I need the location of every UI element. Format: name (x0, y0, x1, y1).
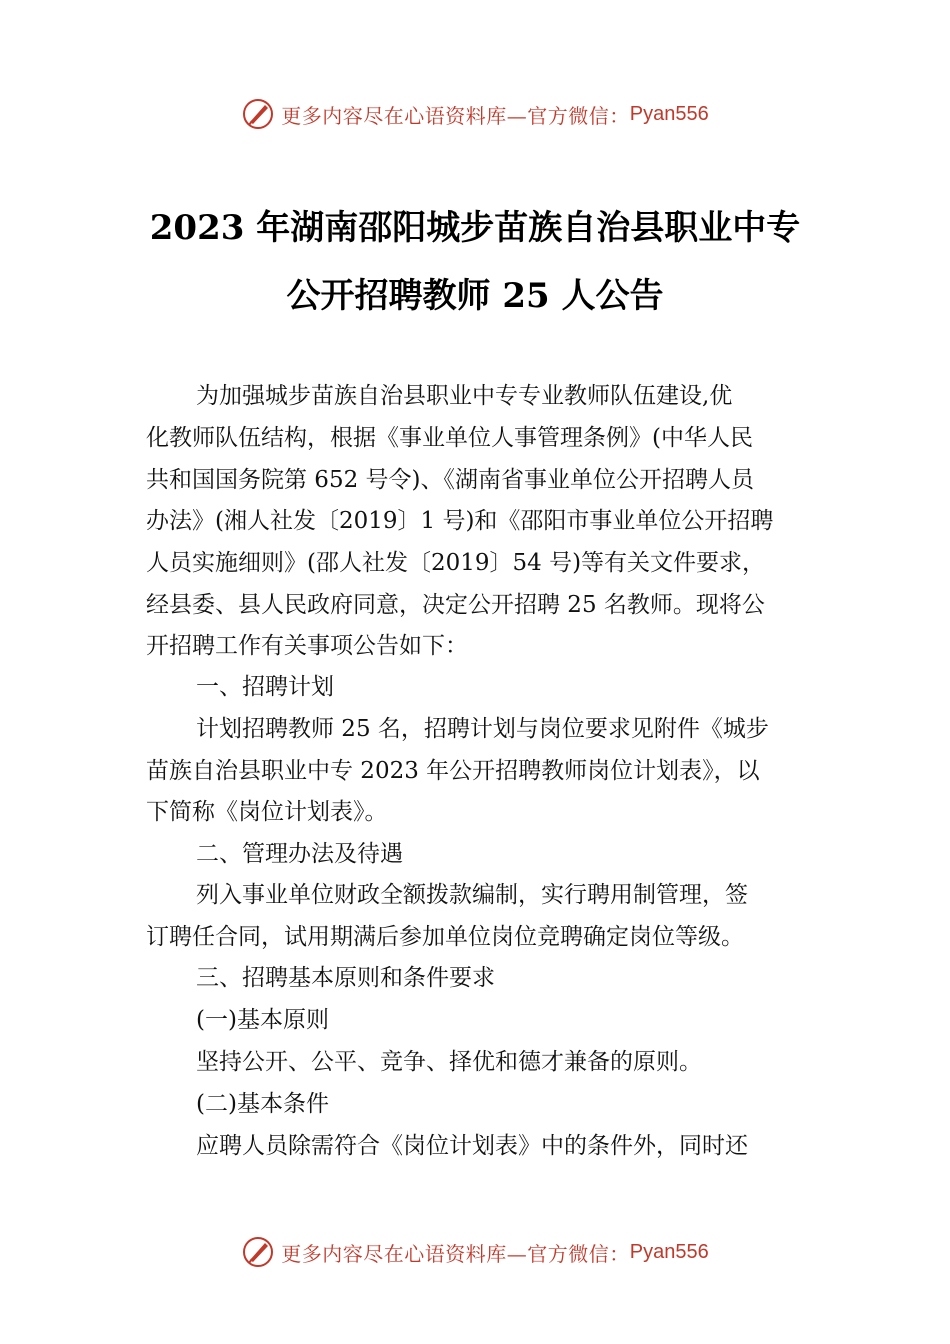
quill-pen-logo-icon (241, 97, 275, 131)
body-line: 坚持公开、公平、竞争、择优和德才兼备的原则。 (196, 1049, 702, 1075)
body-line: 共和国国务院第 652 号令)、《湖南省事业单位公开招聘人员 (146, 467, 754, 493)
watermark-wechat-id: Pyan556 (629, 102, 709, 125)
body-line: 计划招聘教师 25 名，招聘计划与岗位要求见附件《城步 (196, 716, 769, 742)
body-line: 应聘人员除需符合《岗位计划表》中的条件外，同时还 (196, 1133, 748, 1159)
body-line: 为加强城步苗族自治县职业中专专业教师队伍建设,优 (196, 383, 733, 409)
watermark-wechat-id: Pyan556 (629, 1240, 709, 1263)
watermark-text: 更多内容尽在心语资料库—官方微信： (281, 1241, 630, 1266)
body-line: 列入事业单位财政全额拨款编制，实行聘用制管理，签 (196, 882, 748, 908)
body-line: 人员实施细则》(邵人社发〔2019〕54 号)等有关文件要求， (146, 550, 766, 576)
section-heading-2: 二、管理办法及待遇 (196, 841, 403, 867)
body-line: 开招聘工作有关事项公告如下： (146, 633, 468, 659)
subsection-heading-1: (一)基本原则 (196, 1007, 329, 1033)
header-watermark (0, 94, 950, 134)
quill-pen-logo-icon (241, 1235, 275, 1269)
body-line: 办法》(湘人社发〔2019〕1 号)和《邵阳市事业单位公开招聘 (146, 508, 774, 534)
footer-watermark (0, 1232, 950, 1272)
section-heading-3: 三、招聘基本原则和条件要求 (196, 965, 495, 991)
body-line: 下简称《岗位计划表》。 (146, 799, 388, 825)
section-heading-1: 一、招聘计划 (196, 674, 334, 700)
body-line: 化教师队伍结构，根据《事业单位人事管理条例》(中华人民 (146, 425, 753, 451)
document-title-line-2: 公开招聘教师 25 人公告 (286, 276, 664, 316)
body-line: 订聘任合同，试用期满后参加单位岗位竞聘确定岗位等级。 (146, 924, 744, 950)
document-title-line-1: 2023 年湖南邵阳城步苗族自治县职业中专 (149, 208, 801, 248)
body-line: 经县委、县人民政府同意，决定公开招聘 25 名教师。现将公 (146, 592, 765, 618)
subsection-heading-2: (二)基本条件 (196, 1091, 329, 1117)
body-line: 苗族自治县职业中专 2023 年公开招聘教师岗位计划表》，以 (146, 758, 760, 784)
watermark-text: 更多内容尽在心语资料库—官方微信： (281, 103, 630, 128)
